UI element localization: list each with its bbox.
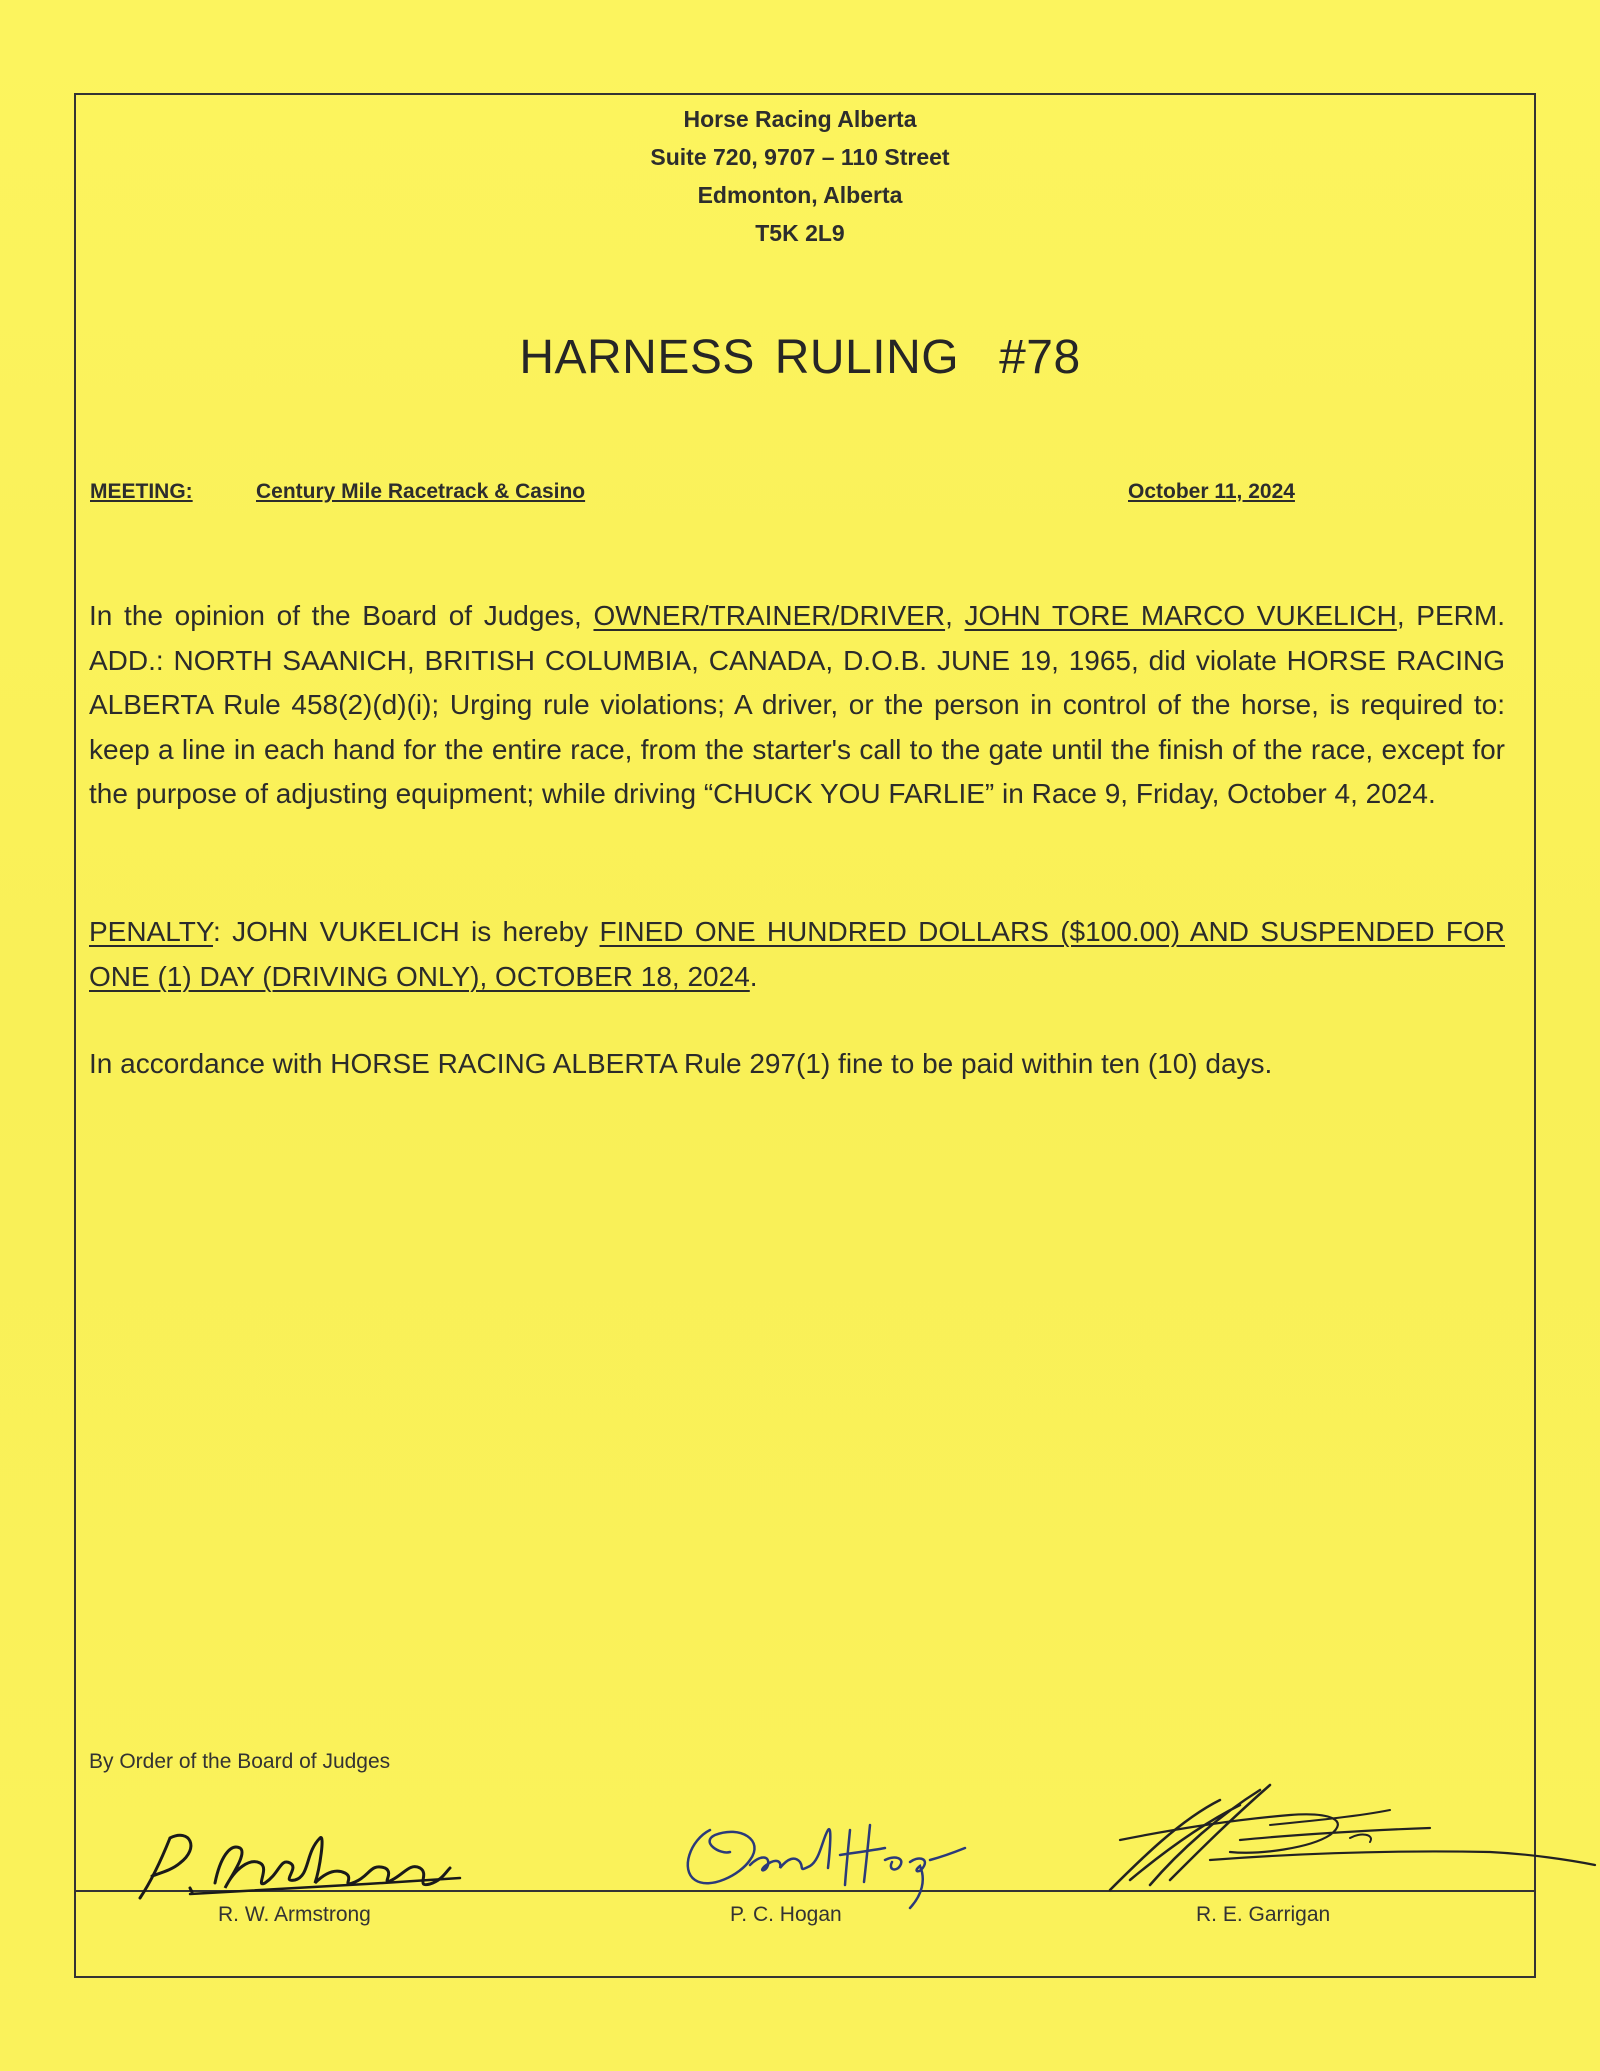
judge-name-hogan: P. C. Hogan	[730, 1903, 842, 1926]
address-postal-code: T5K 2L9	[755, 220, 845, 246]
signature-garrigan	[1090, 1780, 1600, 1900]
signature-armstrong	[130, 1818, 470, 1908]
address-city: Edmonton, Alberta	[697, 182, 903, 208]
meeting-row	[90, 480, 1470, 510]
penalty-end: .	[749, 960, 758, 992]
order-statement: By Order of the Board of Judges	[89, 1750, 391, 1773]
penalty-terms: FINED ONE HUNDRED DOLLARS ($100.00) AND SUSPENDED FOR ONE (1) DAY (DRIVING ONLY), OCTOBER 18, 2024	[89, 916, 1505, 992]
licensee-name: JOHN TORE MARCO VUKELICH	[964, 600, 1397, 631]
fine-payment-paragraph: In accordance with HORSE RACING ALBERTA Rule 297(1) fine to be paid within ten (10) days.	[89, 1048, 1273, 1079]
judge-name-armstrong: R. W. Armstrong	[218, 1903, 371, 1926]
penalty-paragraph	[89, 910, 1505, 999]
meeting-venue: Century Mile Racetrack & Casino	[256, 480, 586, 503]
ruling-number: #78	[999, 331, 1081, 384]
penalty-label: PENALTY	[89, 916, 213, 947]
ruling-paragraph	[89, 594, 1505, 817]
meeting-date: October 11, 2024	[1128, 480, 1295, 503]
organization-name: Horse Racing Alberta	[683, 106, 917, 132]
ruling-intro-text: In the opinion of the Board of Judges,	[89, 600, 594, 631]
page-title	[0, 330, 1600, 385]
ruling-separator: ,	[945, 600, 965, 631]
letterhead	[0, 100, 1600, 252]
address-street: Suite 720, 9707 – 110 Street	[650, 144, 950, 170]
penalty-intro-text: : JOHN VUKELICH is hereby	[212, 916, 600, 947]
ruling-details-text: , PERM. ADD.: NORTH SAANICH, BRITISH COLUMBIA, CANADA, D.O.B. JUNE 19, 1965, did violate HORSE RACING ALBERTA Rule 458(2)(d)(i); Urging rule violations; A driver, or the person in control of the horse, is required to: keep a line in each hand for the entire race, from the starter's call to the gate until the finish of the race, except for the purpose of adjusting equipment; while driving “CHUCK YOU FARLIE” in Race 9, Friday, October 4, 2024.	[89, 600, 1505, 809]
licensee-role: OWNER/TRAINER/DRIVER	[593, 600, 946, 631]
ruling-title: HARNESS RULING	[519, 331, 960, 384]
meeting-label: MEETING:	[90, 480, 193, 503]
judge-name-garrigan: R. E. Garrigan	[1196, 1903, 1331, 1926]
